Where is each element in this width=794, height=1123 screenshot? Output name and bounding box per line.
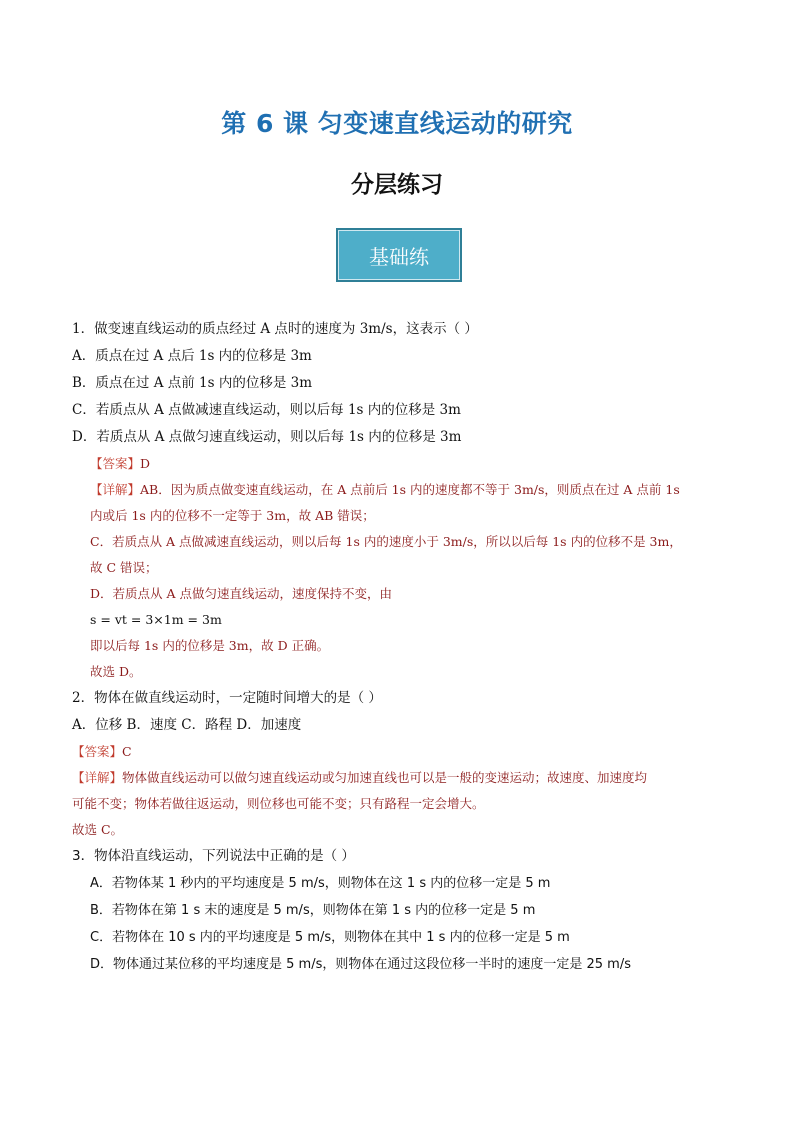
q3-option-c: C．若物体在 10 s 内的平均速度是 5 m/s，则物体在其中 1 s 内的位移一定是 5 m xyxy=(90,930,570,945)
q1-explain-3: C．若质点从 A 点做减速直线运动，则以后每 1s 内的速度小于 3m/s，所以以后每 1s 内的位移不是 3m， xyxy=(90,534,682,549)
q1-explain-4: 故 C 错误； xyxy=(90,560,158,575)
q2-answer-tag: 【答案】 xyxy=(72,744,123,759)
q1-answer-tag: 【答案】 xyxy=(90,456,141,471)
q1-explain-tag: 【详解】 xyxy=(90,482,141,497)
q1-answer-value: D xyxy=(140,456,151,471)
q2-explain-tag: 【详解】 xyxy=(72,770,123,785)
q3-stem: 3．物体沿直线运动，下列说法中正确的是（ ） xyxy=(72,848,355,864)
q2-stem: 2．物体在做直线运动时，一定随时间增大的是（ ） xyxy=(72,690,382,706)
q1-explain-text-1: AB．因为质点做变速直线运动，在 A 点前后 1s 内的速度都不等于 3m/s，则质点在过 A 点前 1s xyxy=(140,482,680,497)
q1-explain-1 xyxy=(72,477,732,503)
q1-stem: 1．做变速直线运动的质点经过 A 点时的速度为 3m/s，这表示（ ） xyxy=(72,321,478,337)
q2-explain-3: 故选 C。 xyxy=(72,822,124,837)
q1-answer xyxy=(72,451,732,477)
q3-option-b: B．若物体在第 1 s 末的速度是 5 m/s，则物体在第 1 s 内的位移一定是 5 m xyxy=(90,903,536,918)
q2-explain-2: 可能不变；物体若做往返运动，则位移也可能不变；只有路程一定会增大。 xyxy=(72,796,485,811)
q1-explain-2: 内或后 1s 内的位移不一定等于 3m，故 AB 错误； xyxy=(90,508,375,523)
q1-option-c: C．若质点从 A 点做减速直线运动，则以后每 1s 内的位移是 3m xyxy=(72,402,461,418)
q2-options: A．位移 B．速度 C．路程 D．加速度 xyxy=(72,717,302,733)
q3-option-d: D．物体通过某位移的平均速度是 5 m/s，则物体在通过这段位移一半时的速度一定是 25 m/s xyxy=(90,957,631,972)
q1-formula: s = vt = 3×1m = 3m xyxy=(90,612,222,627)
q1-option-d: D．若质点从 A 点做匀速直线运动，则以后每 1s 内的位移是 3m xyxy=(72,429,462,445)
q1-option-a: A．质点在过 A 点后 1s 内的位移是 3m xyxy=(72,348,312,364)
q1-explain-5: D．若质点从 A 点做匀速直线运动，速度保持不变，由 xyxy=(90,586,392,601)
question-list xyxy=(72,316,732,978)
q2-answer xyxy=(72,739,732,765)
section-label: 基础练 xyxy=(369,244,429,269)
q2-explain-1 xyxy=(72,765,732,791)
q2-answer-value: C xyxy=(122,744,132,759)
q3-option-a: A．若物体某 1 秒内的平均速度是 5 m/s，则物体在这 1 s 内的位移一定是 5 m xyxy=(90,876,551,891)
q1-explain-7: 即以后每 1s 内的位移是 3m，故 D 正确。 xyxy=(90,638,330,653)
section-label-box xyxy=(336,228,462,282)
q1-explain-8: 故选 D。 xyxy=(90,664,142,679)
lesson-subtitle: 分层练习 xyxy=(351,172,443,198)
q2-explain-text-1: 物体做直线运动可以做匀速直线运动或匀加速直线也可以是一般的变速运动；故速度、加速度均 xyxy=(122,770,648,785)
lesson-title: 第 6 课 匀变速直线运动的研究 xyxy=(221,109,573,138)
q1-option-b: B．质点在过 A 点前 1s 内的位移是 3m xyxy=(72,375,313,391)
